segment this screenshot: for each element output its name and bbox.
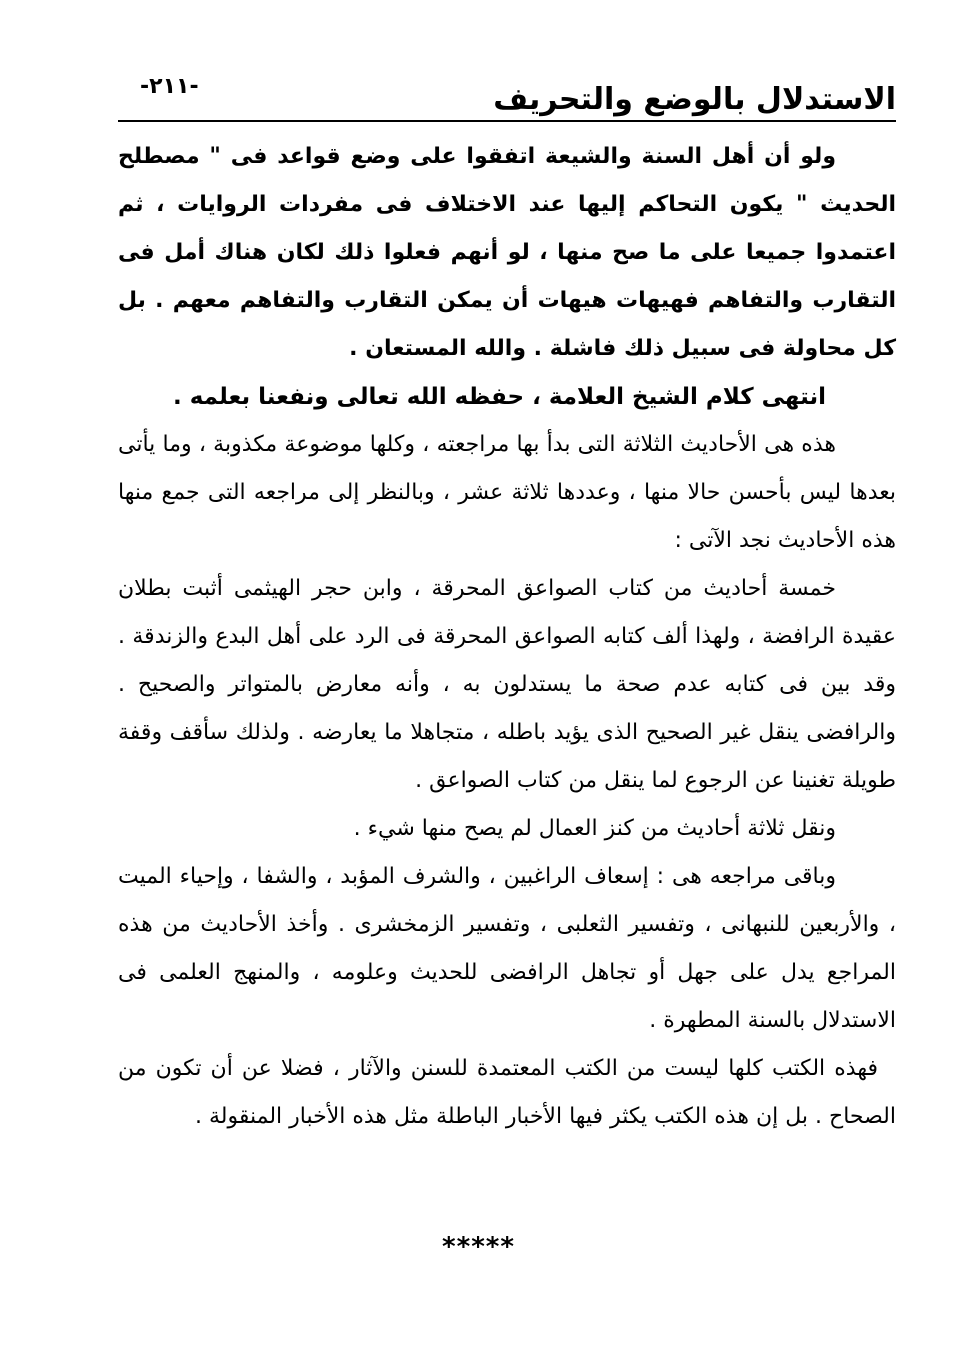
section-separator: ***** — [442, 1232, 515, 1262]
paragraph-other-references: وباقى مراجعه هى : إسعاف الراغبين ، والشرف المؤبد ، والشفا ، وإحياء الميت ، والأربعين للنبهانى ، وتفسير الثعلبى ، وتفسير الزمخشرى . وأخذ الأحاديث من هذه المراجع يدل على جهل أو تجاهل الرافضى للحديث وعلومه ، والمنهج العلمى فى الاستدلال بالسنة المطهرة . — [118, 864, 896, 1033]
paragraph-books-assessment: فهذه الكتب كلها ليست من الكتب المعتمدة للسنن والآثار ، فضلا عن أن تكون من الصحاح . بل إن هذه الكتب يكثر فيها الأخبار الباطلة مثل هذه الأخبار المنقولة . — [118, 1056, 896, 1129]
running-title: الاستدلال بالوضع والتحريف — [493, 82, 896, 117]
page-number: -٢١١- — [140, 74, 199, 99]
paragraph-three-hadiths: هذه هى الأحاديث الثلاثة التى بدأ بها مراجعته ، وكلها موضوعة مكذوبة ، وما يأتى بعدها ليس بأحسن حالا منها ، وعددها ثلاثة عشر ، وبالنظر إلى مراجعه التى جمع منها هذه الأحاديث نجد الآتى : — [118, 432, 896, 553]
paragraph-sawaiq: خمسة أحاديث من كتاب الصواعق المحرقة ، وابن حجر الهيثمى أثبت بطلان عقيدة الرافضة ، ولهذا ألف كتابه الصواعق المحرقة فى الرد على أهل البدع والزندقة . وقد بين فى كتابه عدم صحة ما يستدلون به ، وأنه معارض بالمتواتر والصحيح . والرافضى ينقل غير الصحيح الذى يؤيد باطله ، متجاهلا ما يعارضه . ولذلك سأقف وقفة طويلة تغنينا عن الرجوع لما ينقل من كتاب الصواعق . — [118, 576, 896, 793]
header-divider — [118, 120, 896, 122]
page-body — [118, 133, 896, 1141]
paragraph-conclusion: ولو أن أهل السنة والشيعة اتفقوا على وضع قواعد فى " مصطلح الحديث " يكون التحاكم إليها عند الاختلاف فى مفردات الروايات ، ثم اعتمدوا جميعا على ما صح منها ، لو أنهم فعلوا ذلك لكان هناك أمل فى التقارب والتفاهم فهيهات هيهات أن يمكن التقارب والتفاهم معهم . بل كل محاولة فى سبيل ذلك فاشلة . والله المستعان . — [118, 144, 896, 361]
page-header — [118, 68, 896, 128]
paragraph-kanz-al-ummal: ونقل ثلاثة أحاديث من كنز العمال لم يصح منها شيء . — [353, 816, 836, 841]
paragraph-quote-end: انتهى كلام الشيخ العلامة ، حفظه الله تعالى ونفعنا بعلمه . — [172, 384, 826, 410]
